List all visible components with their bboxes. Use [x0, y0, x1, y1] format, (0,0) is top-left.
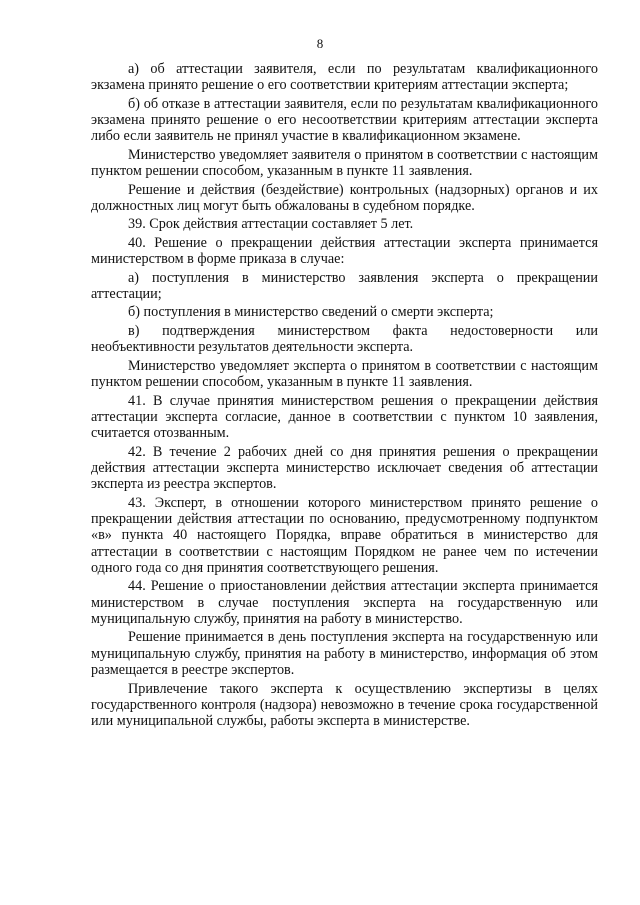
document-body	[91, 61, 598, 732]
paragraph-40-v: в) подтверждения министерством факта недостоверности или необъективности результатов деятельности эксперта.	[91, 322, 598, 356]
paragraph-notify-applicant: Министерство уведомляет заявителя о принятом в соответствии с настоящим пунктом решении способом, указанным в пункте 11 заявления.	[91, 146, 598, 180]
paragraph-decision-refusal: б) об отказе в аттестации заявителя, если по результатам квалификационного экзамена принято решение о его несоответствии критериям аттестации эксперта либо если заявитель не принял участие в квалификационном экзамене.	[91, 95, 598, 145]
paragraph-41: 41. В случае принятия министерством решения о прекращении действия аттестации эксперта согласие, данное в соответствии с пунктом 10 заявления, считается отозванным.	[91, 392, 598, 442]
paragraph-appeal: Решение и действия (бездействие) контрольных (надзорных) органов и их должностных лиц могут быть обжалованы в судебном порядке.	[91, 181, 598, 214]
paragraph-40-b: б) поступления в министерство сведений о смерти эксперта;	[128, 304, 494, 321]
paragraph-42: 42. В течение 2 рабочих дней со дня принятия решения о прекращении действия аттестации эксперта министерство исключает сведения об аттестации эксперта из реестра экспертов.	[91, 443, 598, 493]
paragraph-40: 40. Решение о прекращении действия аттестации эксперта принимается министерством в форме приказа в случае:	[91, 234, 598, 268]
paragraph-43: 43. Эксперт, в отношении которого министерством принято решение о прекращении действия аттестации по основанию, предусмотренному подпунктом «в» пункта 40 настоящего Порядка, вправе обратиться в министерство для аттестации в соответствии с настоящим Порядком не ранее чем по истечении одного года со дня принятия соответствующего решения.	[91, 494, 598, 576]
paragraph-notify-expert: Министерство уведомляет эксперта о принятом в соответствии с настоящим пунктом решении способом, указанным в пункте 11 заявления.	[91, 357, 598, 391]
paragraph-40-a: а) поступления в министерство заявления эксперта о прекращении аттестации;	[91, 269, 598, 302]
paragraph-39: 39. Срок действия аттестации составляет 5 лет.	[128, 216, 414, 233]
paragraph-44-decision-day: Решение принимается в день поступления эксперта на государственную или муниципальную службу, принятия на работу в министерство, информация об этом размещается в реестре экспертов.	[91, 629, 598, 679]
paragraph-44: 44. Решение о приостановлении действия аттестации эксперта принимается министерством в случае поступления эксперта на государственную или муниципальную службу, принятия на работу в министерство.	[91, 578, 598, 627]
page-number: 8	[316, 36, 324, 51]
paragraph-44-involvement: Привлечение такого эксперта к осуществлению экспертизы в целях государственного контроля (надзора) невозможно в течение срока государственной или муниципальной службы, работы эксперта в министерстве.	[91, 680, 598, 730]
paragraph-decision-attestation: а) об аттестации заявителя, если по результатам квалификационного экзамена принято решение о его соответствии критериям аттестации эксперта;	[91, 61, 598, 94]
